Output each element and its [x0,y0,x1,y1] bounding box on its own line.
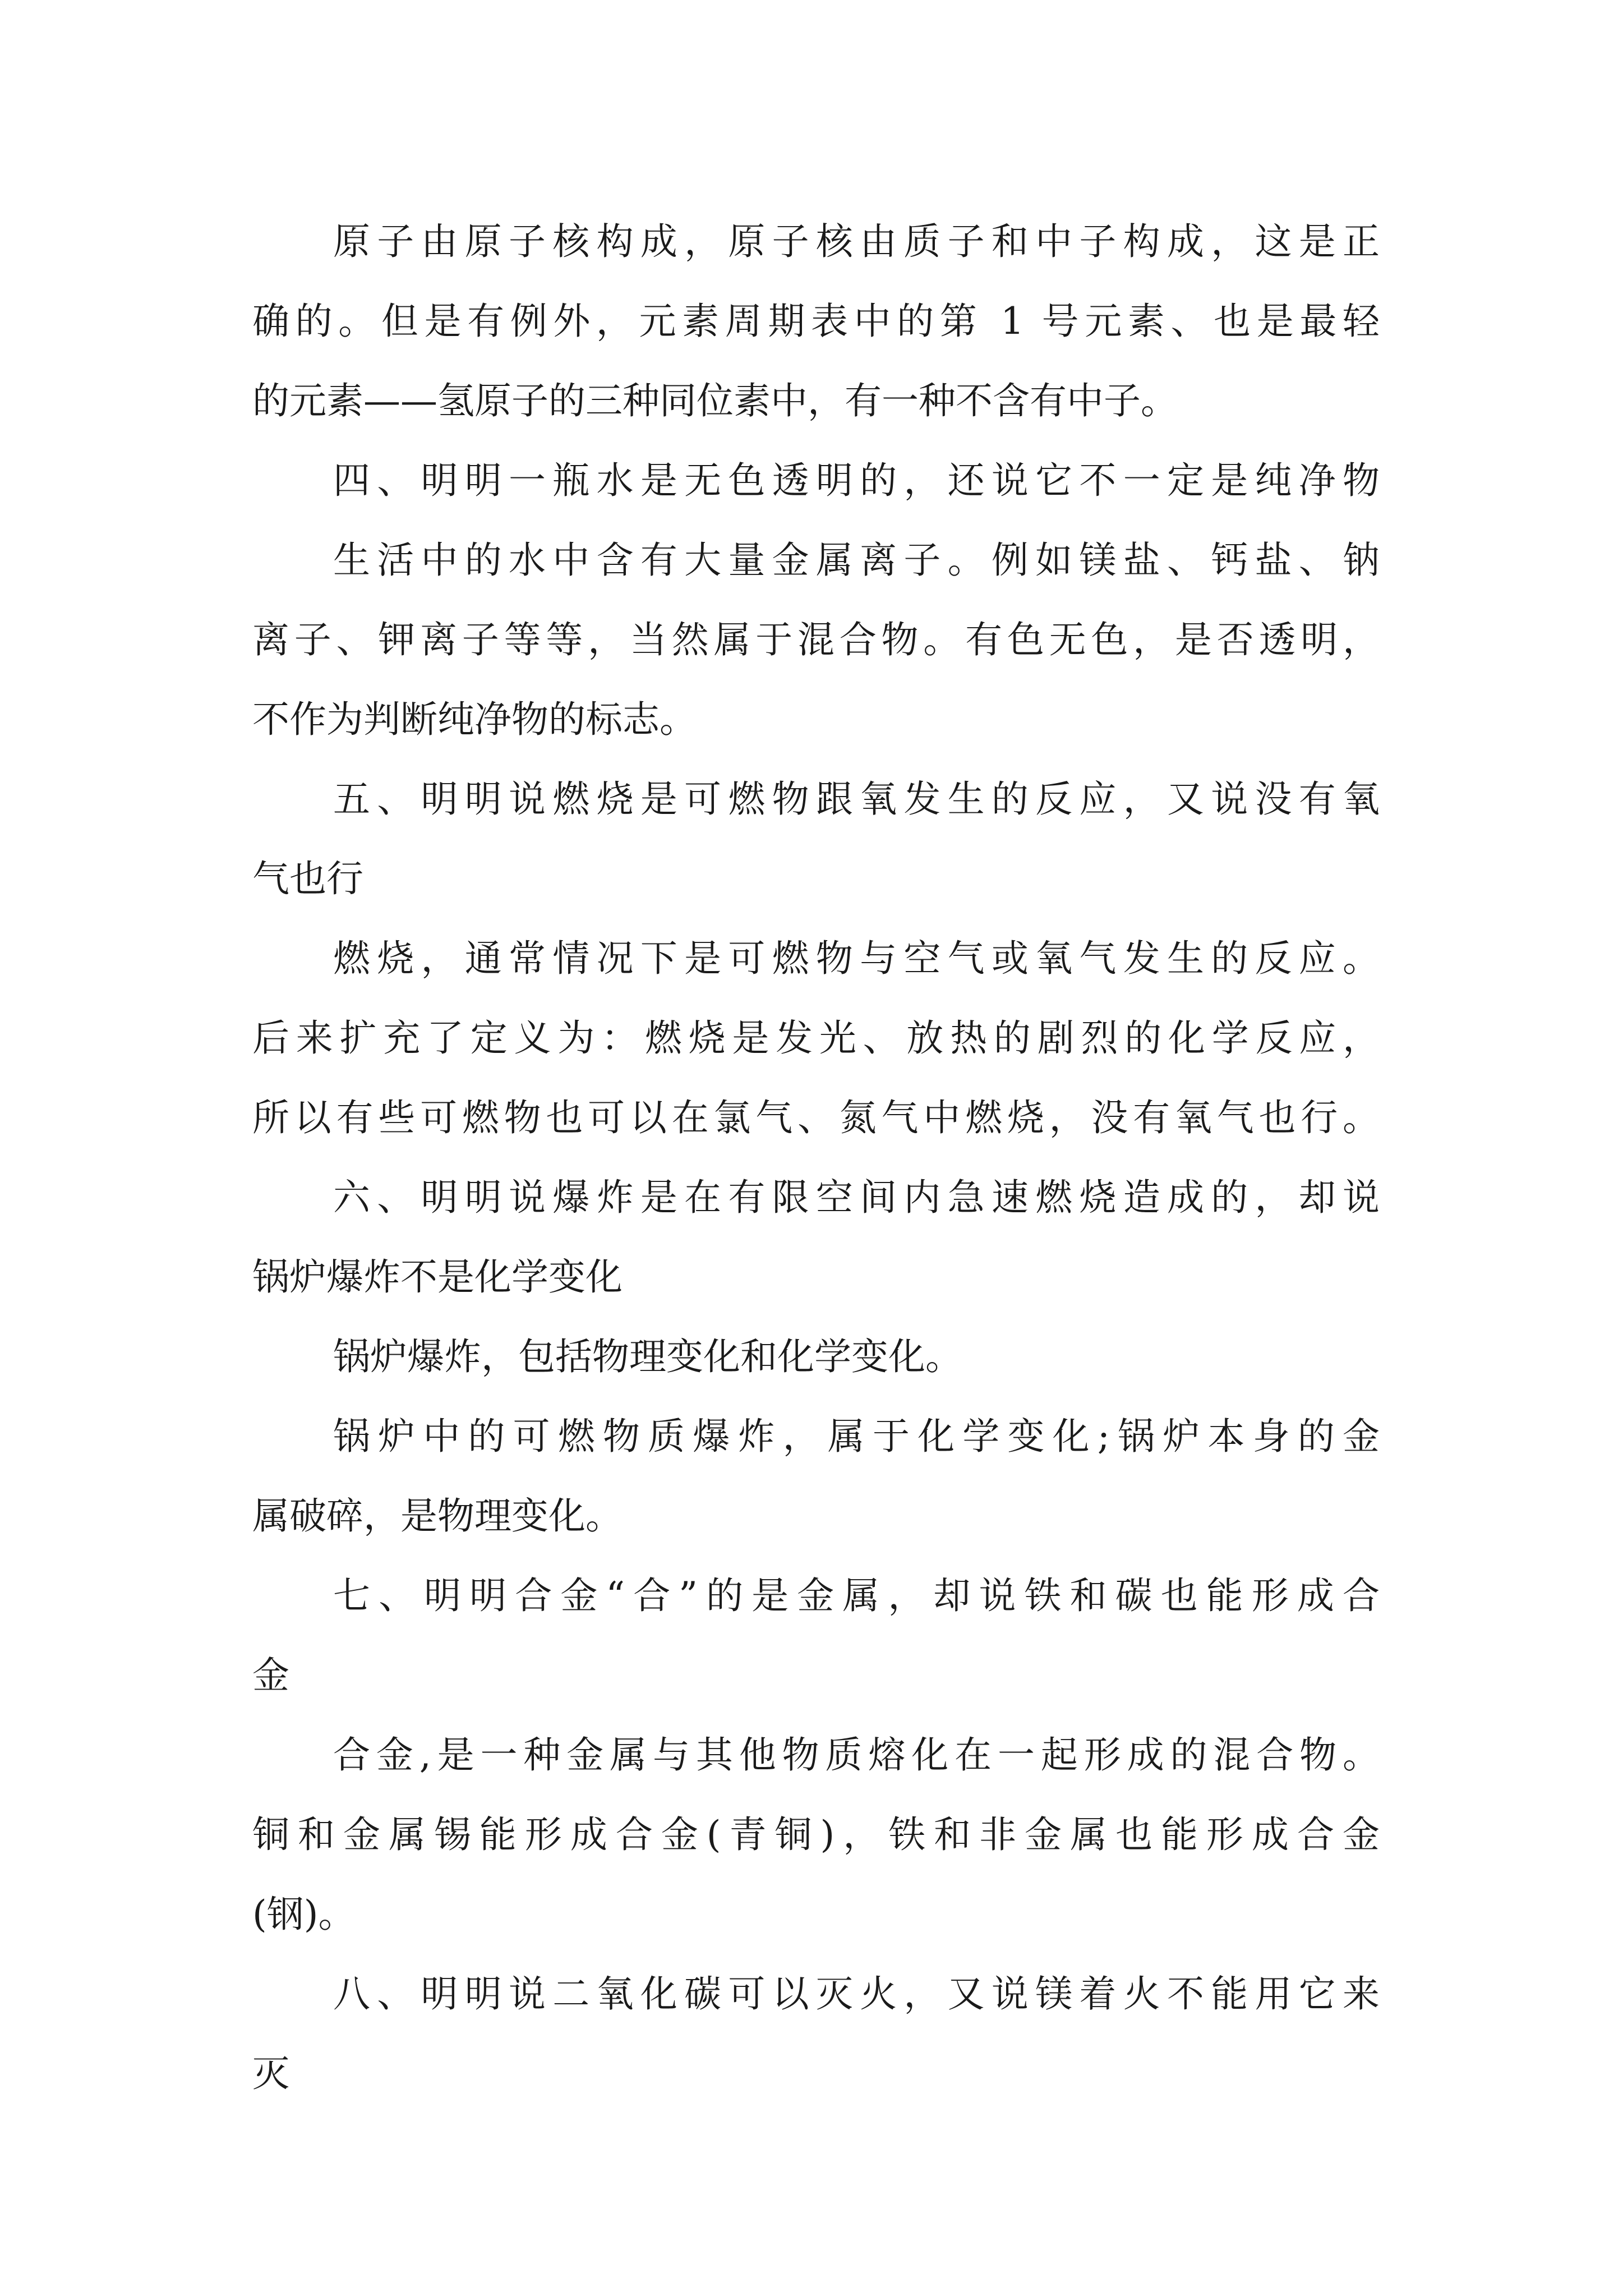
section-heading: 气也行 [252,857,363,900]
section-heading: 金 [252,1654,289,1697]
paragraph-line: 确的。但是有例外，元素周期表中的第 1 号元素、也是最轻 [252,300,1380,343]
paragraph-line: 合金,是一种金属与其他物质熔化在一起形成的混合物。 [333,1733,1380,1777]
document-page [252,0,1380,2296]
section-heading: 八、明明说二氧化碳可以灭火，又说镁着火不能用它来 [333,1972,1380,2016]
paragraph-line: 属破碎，是物理变化。 [252,1494,623,1538]
paragraph-line: 后来扩充了定义为：燃烧是发光、放热的剧烈的化学反应， [252,1016,1380,1060]
paragraph-line: 铜和金属锡能形成合金(青铜)，铁和非金属也能形成合金 [252,1813,1380,1856]
paragraph-line: 离子、钾离子等等，当然属于混合物。有色无色，是否透明， [252,618,1380,661]
paragraph-line: 原子由原子核构成，原子核由质子和中子构成，这是正 [333,220,1380,263]
paragraph-line: 所以有些可燃物也可以在氯气、氮气中燃烧，没有氧气也行。 [252,1096,1380,1139]
paragraph-line: 的元素——氢原子的三种同位素中，有一种不含有中子。 [252,379,1178,422]
section-heading: 灭 [252,2052,289,2095]
section-heading: 五、明明说燃烧是可燃物跟氧发生的反应，又说没有氧 [333,777,1380,821]
paragraph-line: 锅炉中的可燃物质爆炸，属于化学变化;锅炉本身的金 [333,1415,1380,1458]
paragraph-line: 燃烧，通常情况下是可燃物与空气或氧气发生的反应。 [333,937,1380,980]
section-heading: 锅炉爆炸不是化学变化 [252,1255,623,1299]
paragraph-line: 生活中的水中含有大量金属离子。例如镁盐、钙盐、钠 [333,539,1380,582]
section-heading: 六、明明说爆炸是在有限空间内急速燃烧造成的，却说 [333,1176,1380,1219]
paragraph-line: (钢)。 [252,1893,356,1936]
section-heading: 七、明明合金“合”的是金属，却说铁和碳也能形成合 [333,1574,1380,1617]
section-heading: 四、明明一瓶水是无色透明的，还说它不一定是纯净物 [333,459,1380,502]
paragraph-line: 锅炉爆炸，包括物理变化和化学变化。 [333,1335,962,1378]
paragraph-line: 不作为判断纯净物的标志。 [252,698,697,741]
